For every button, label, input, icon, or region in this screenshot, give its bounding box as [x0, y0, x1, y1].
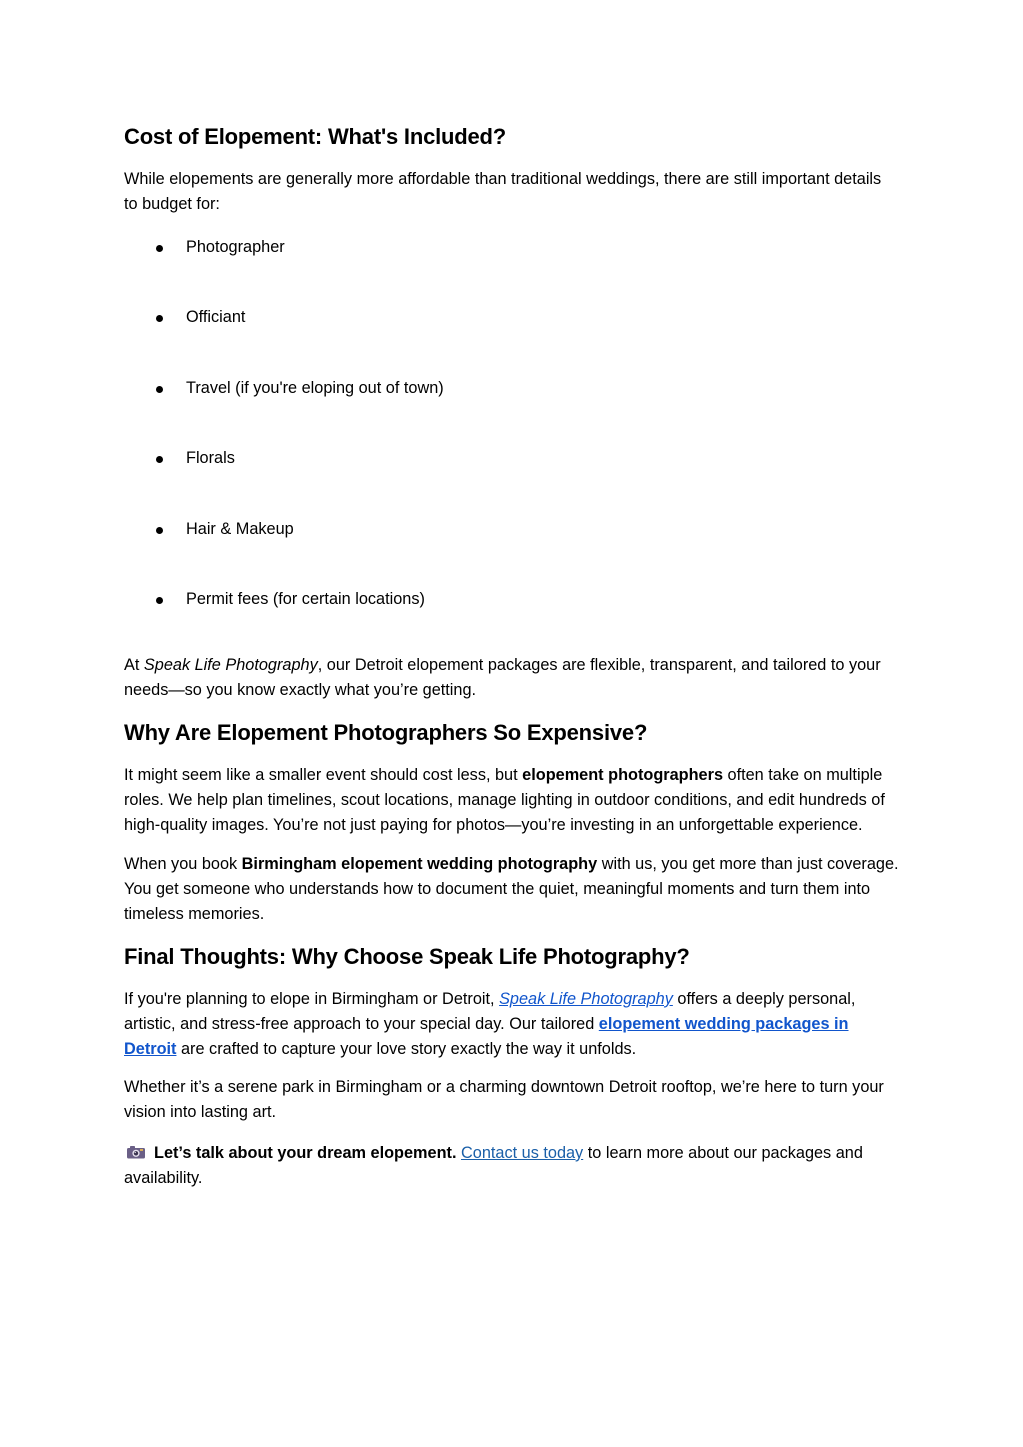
document-page: [124, 122, 899, 1191]
bullet-icon: [156, 245, 163, 252]
text-span: At: [124, 655, 144, 674]
cta-paragraph: [124, 1141, 899, 1191]
bullet-icon: [156, 386, 163, 393]
link-label: Speak Life Photography: [499, 989, 673, 1008]
text-span: are crafted to capture your love story exactly the way it unfolds.: [176, 1039, 637, 1058]
list-item: [124, 305, 899, 330]
list-item-label: Florals: [186, 449, 235, 468]
list-item: [124, 446, 899, 471]
list-item-label: Travel (if you're eloping out of town): [186, 378, 444, 397]
list-item: [124, 587, 899, 612]
bullet-icon: [156, 597, 163, 604]
bold-text: elopement photographers: [522, 765, 723, 784]
planning-paragraph: [124, 987, 899, 1062]
text-span: When you book: [124, 854, 242, 873]
camera-icon: [126, 1145, 146, 1159]
list-item-label: Photographer: [186, 238, 285, 256]
heading-why-expensive: Why Are Elopement Photographers So Expensive?: [124, 719, 648, 745]
roles-paragraph: [124, 763, 899, 838]
heading-cost-of-elopement: Cost of Elopement: What's Included?: [124, 124, 507, 149]
text-span: offers a deeply personal, artistic, and stress-free approach to your special day. Our tailored: [124, 989, 856, 1033]
text-span: often take on multiple roles. We help plan timelines, scout locations, manage lighting in outdoor conditions, and edit hundreds of high-quality images. You’re not just paying for photos—you’re investing in an unforgettable experience.: [124, 765, 885, 834]
bullet-icon: [156, 527, 163, 534]
bold-text: Birmingham elopement wedding photography: [241, 854, 598, 873]
list-item-label: Hair & Makeup: [186, 519, 294, 538]
speak-life-paragraph: [124, 653, 899, 703]
budget-list: [124, 235, 899, 612]
bullet-icon: [156, 315, 163, 322]
cta-bold: Let’s talk about your dream elopement.: [154, 1143, 457, 1162]
list-item-label: Officiant: [186, 308, 246, 327]
list-item: [124, 235, 899, 260]
heading-final-thoughts: Final Thoughts: Why Choose Speak Life Photography?: [124, 943, 690, 969]
text-span: with us, you get more than just coverage. You get someone who understands how to document the quiet, meaningful moments and turn them into timeless memories.: [124, 854, 899, 923]
text-span: to learn more about our packages and availability.: [124, 1143, 863, 1187]
text-span: It might seem like a smaller event should cost less, but: [124, 765, 523, 784]
list-item-label: Permit fees (for certain locations): [186, 589, 425, 608]
contact-us-link[interactable]: Contact us today: [461, 1143, 584, 1162]
text-span: If you're planning to elope in Birmingham or Detroit,: [124, 989, 500, 1008]
list-item: [124, 517, 899, 542]
serene-paragraph: Whether it’s a serene park in Birmingham or a charming downtown Detroit rooftop, we’re here to turn your vision into lasting art.: [124, 1077, 884, 1121]
bullet-icon: [156, 456, 163, 463]
list-item: [124, 376, 899, 401]
brand-name-italic: Speak Life Photography: [143, 655, 318, 674]
birmingham-paragraph: [124, 852, 899, 927]
text-span: , our Detroit elopement packages are flexible, transparent, and tailored to your needs—so you know exactly what you’re getting.: [124, 655, 881, 699]
speak-life-link[interactable]: [499, 990, 673, 1008]
link-label: elopement wedding packages in Detroit: [124, 1014, 849, 1058]
intro-paragraph: While elopements are generally more affordable than traditional weddings, there are still important details to budget for:: [124, 170, 882, 213]
